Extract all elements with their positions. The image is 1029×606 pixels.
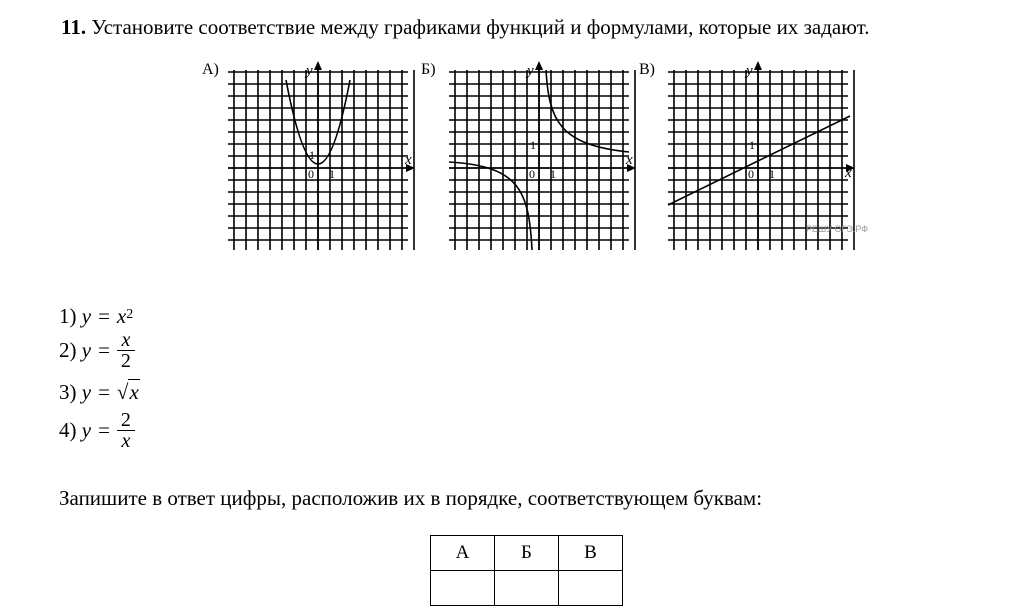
graph-b (449, 60, 639, 250)
header-cell-v: В (559, 536, 623, 571)
task-text: Установите соответствие между графиками функций и формулами, которые их задают. (91, 15, 870, 39)
origin-label: 0 (308, 167, 314, 181)
formula-4 (59, 410, 135, 451)
answer-header-row (431, 536, 623, 571)
y-axis-label: y (746, 63, 753, 79)
header-cell-a: А (431, 536, 495, 571)
answer-cell-a[interactable] (431, 571, 495, 606)
graph-v (668, 60, 858, 250)
equals-sign: = (98, 304, 110, 328)
formula-1 (59, 304, 133, 329)
answer-cell-b[interactable] (495, 571, 559, 606)
formula-x: x (116, 304, 127, 328)
x-axis-label: x (405, 152, 412, 168)
tick-y-one: 1 (749, 138, 755, 152)
graph-b-label: Б) (421, 61, 436, 78)
tick-x-one: 1 (769, 167, 775, 181)
y-axis-arrow (535, 61, 543, 70)
formula-y: y (81, 304, 92, 328)
fraction (117, 410, 135, 451)
formula-y: y (81, 418, 92, 442)
denominator: 2 (120, 350, 131, 372)
grid-lines (449, 70, 635, 250)
denominator: x (121, 430, 131, 452)
formula-3 (59, 379, 140, 405)
formula-y: y (81, 338, 92, 362)
origin-label: 0 (529, 167, 535, 181)
equals-sign: = (98, 379, 110, 404)
answer-input-row (431, 571, 623, 606)
exponent: 2 (126, 306, 134, 322)
formula-2 (59, 330, 135, 371)
tick-x-one: 1 (550, 167, 556, 181)
formula-number: 2) (59, 338, 77, 362)
numerator: 2 (120, 409, 131, 431)
graph-v-label: В) (639, 61, 655, 78)
fraction (117, 330, 135, 371)
equals-sign: = (98, 338, 110, 362)
instruction-text: Запишите в ответ цифры, расположив их в порядке, соответствующем буквам: (59, 486, 763, 510)
x-axis-label: x (626, 152, 633, 168)
formula-y: y (81, 379, 92, 404)
y-axis-arrow (754, 61, 762, 70)
formula-number: 1) (59, 304, 77, 328)
y-axis-label: y (527, 63, 534, 79)
radicand: x (129, 380, 139, 404)
task-header (61, 14, 869, 40)
answer-cell-v[interactable] (559, 571, 623, 606)
answer-table (430, 535, 623, 606)
origin-label: 0 (748, 167, 754, 181)
header-cell-b: Б (495, 536, 559, 571)
tick-x-one: 1 (329, 167, 335, 181)
sqrt-sign: √ (116, 379, 129, 404)
tick-y-one: 1 (530, 138, 536, 152)
numerator: x (121, 329, 131, 351)
x-axis-label: x (845, 165, 852, 181)
y-axis-label: y (306, 63, 313, 79)
watermark: РЕШУ ОГЭ.РФ (806, 224, 869, 234)
grid-lines (228, 70, 414, 250)
tick-y-one: 1 (309, 148, 315, 162)
y-axis-arrow (314, 61, 322, 70)
formula-number: 3) (59, 379, 77, 404)
graph-a (228, 60, 418, 250)
formula-number: 4) (59, 418, 77, 442)
task-number: 11. (61, 15, 87, 39)
graph-a-label: А) (202, 61, 219, 78)
equals-sign: = (98, 418, 110, 442)
